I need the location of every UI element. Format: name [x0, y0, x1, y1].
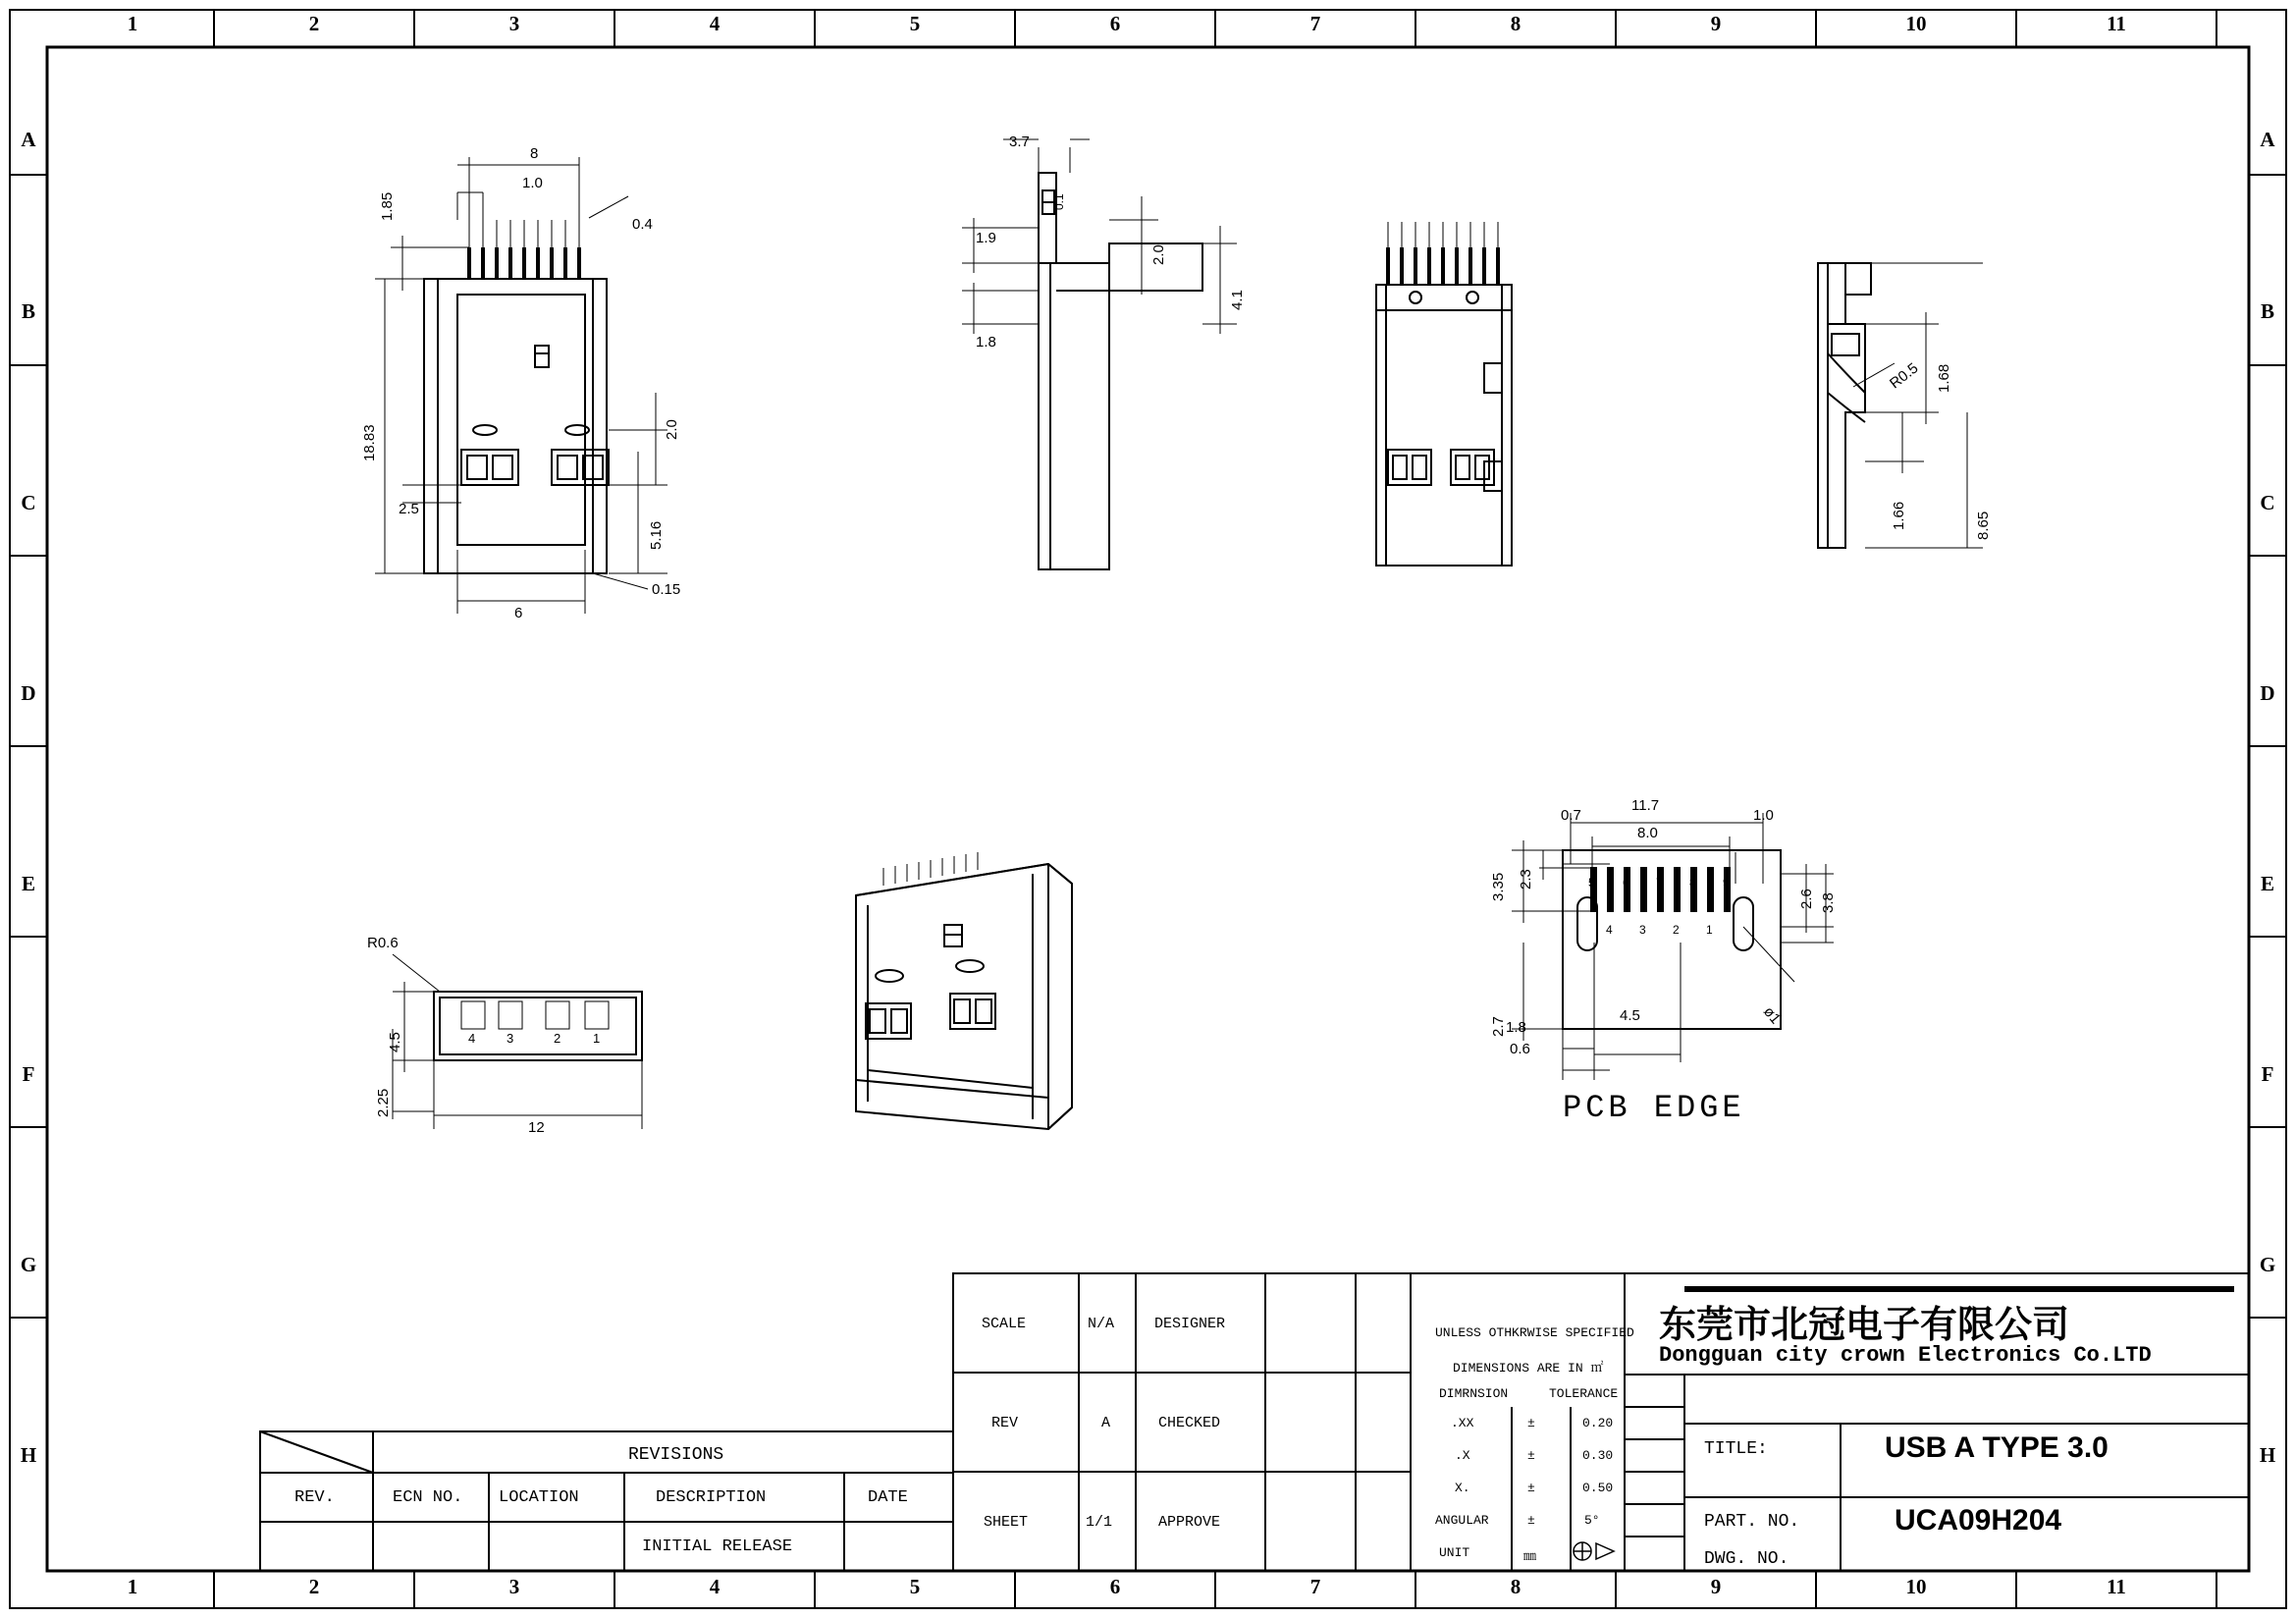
pcb-pin-9: 9	[1723, 876, 1730, 890]
dim-side-0p1: 0.1	[1052, 193, 1066, 210]
zone-col-top-10: 10	[1905, 12, 1927, 35]
dim-top-6: 6	[514, 605, 523, 621]
dim-section-1p68: 1.68	[1936, 363, 1952, 393]
dim-top-1p85: 1.85	[379, 191, 396, 221]
zone-col-bottom-3: 3	[508, 1575, 520, 1598]
dim-top-0p15: 0.15	[652, 581, 681, 598]
approve-label: APPROVE	[1158, 1514, 1221, 1531]
rev-value: A	[1101, 1415, 1111, 1431]
end-pin-2: 2	[554, 1031, 561, 1046]
zone-row-left-A: A	[21, 128, 36, 151]
tolerance-row-2-sym: ±	[1527, 1481, 1535, 1495]
zone-row-right-B: B	[2260, 299, 2274, 323]
dim-pcb-0p6: 0.6	[1510, 1041, 1530, 1057]
zone-col-bottom-2: 2	[308, 1575, 320, 1598]
zone-row-right-H: H	[2259, 1443, 2276, 1467]
zone-col-top-11: 11	[2107, 12, 2126, 35]
dim-pcb-2p3: 2.3	[1518, 869, 1534, 890]
dim-pcb-3p8: 3.8	[1820, 892, 1837, 913]
dim-section-1p66: 1.66	[1891, 501, 1907, 530]
dim-top-8: 8	[530, 145, 539, 162]
zone-col-top-5: 5	[909, 12, 921, 35]
scale-value: N/A	[1088, 1316, 1115, 1332]
zone-row-right-C: C	[2260, 491, 2275, 514]
scale-label: SCALE	[982, 1316, 1027, 1332]
zone-col-bottom-5: 5	[909, 1575, 921, 1598]
tolerance-row-3-sym: ±	[1527, 1513, 1535, 1528]
tolerance-row-0-tol: 0.20	[1582, 1416, 1614, 1430]
zone-col-bottom-8: 8	[1510, 1575, 1522, 1598]
company-name-en: Dongguan city crown Electronics Co.LTD	[1659, 1343, 2152, 1368]
tolerance-row-2-tol: 0.50	[1582, 1481, 1614, 1495]
tolerance-row-1-tol: 0.30	[1582, 1448, 1614, 1463]
zone-col-bottom-11: 11	[2107, 1575, 2126, 1598]
tolerance-header-tolerance: TOLERANCE	[1549, 1386, 1619, 1401]
sheet-label: SHEET	[984, 1514, 1029, 1531]
dim-side-4p1: 4.1	[1229, 290, 1246, 310]
unit-value: ㎜	[1523, 1549, 1537, 1564]
zone-row-right-G: G	[2259, 1253, 2276, 1276]
pcb-pin-3: 3	[1639, 923, 1646, 937]
part-no-value: UCA09H204	[1895, 1504, 2062, 1537]
zone-col-bottom-6: 6	[1109, 1575, 1121, 1598]
tolerance-row-0-sym: ±	[1527, 1416, 1535, 1430]
dim-end-2p25: 2.25	[375, 1088, 392, 1117]
zone-col-bottom-10: 10	[1905, 1575, 1927, 1598]
tolerance-row-1-sym: ±	[1527, 1448, 1535, 1463]
revisions-col-date: DATE	[868, 1488, 908, 1507]
dim-top-2p0: 2.0	[664, 419, 680, 440]
dim-top-2p5: 2.5	[399, 501, 419, 517]
dim-side-2p0: 2.0	[1150, 244, 1167, 265]
zone-row-left-B: B	[21, 299, 35, 323]
dim-end-4p5: 4.5	[387, 1032, 403, 1052]
pcb-pin-8: 8	[1689, 876, 1696, 890]
company-name-cn: 东莞市北冠电子有限公司	[1659, 1303, 2070, 1346]
zone-col-bottom-9: 9	[1710, 1575, 1722, 1598]
zone-col-bottom-4: 4	[709, 1575, 721, 1598]
revisions-col-description: DESCRIPTION	[656, 1488, 767, 1507]
dim-pcb-11p7: 11.7	[1631, 797, 1660, 814]
zone-row-left-H: H	[20, 1443, 37, 1467]
zone-row-left-E: E	[21, 872, 35, 895]
dim-pcb-1p0: 1.0	[1753, 807, 1774, 824]
dim-pcb-4p5: 4.5	[1620, 1007, 1640, 1024]
end-pin-1: 1	[593, 1031, 601, 1046]
tolerance-row-1-dim: .X	[1455, 1448, 1470, 1463]
revisions-col-rev: REV.	[294, 1488, 335, 1507]
dim-top-5p16: 5.16	[648, 520, 665, 550]
dim-section-8p65: 8.65	[1975, 511, 1992, 540]
pcb-edge-label: PCB EDGE	[1563, 1090, 1745, 1126]
notes-line-2: DIMENSIONS ARE IN ㎡	[1453, 1361, 1604, 1375]
zone-col-top-8: 8	[1510, 12, 1522, 35]
designer-label: DESIGNER	[1154, 1316, 1226, 1332]
title-value: USB A TYPE 3.0	[1885, 1431, 2109, 1464]
unit-label: UNIT	[1439, 1545, 1470, 1560]
dim-pcb-2p7: 2.7	[1490, 1016, 1507, 1037]
dim-pcb-0p7: 0.7	[1561, 807, 1581, 824]
zone-row-left-C: C	[21, 491, 36, 514]
dim-top-18p83: 18.83	[361, 424, 378, 461]
dim-end-r06: R0.6	[367, 935, 399, 951]
zone-col-top-4: 4	[709, 12, 721, 35]
dim-pcb-dia1: ø1	[1759, 1003, 1785, 1028]
checked-label: CHECKED	[1158, 1415, 1221, 1431]
dim-end-12: 12	[528, 1119, 545, 1136]
dwg-no-label: DWG. NO.	[1704, 1549, 1789, 1569]
zone-col-bottom-1: 1	[127, 1575, 138, 1598]
zone-row-left-F: F	[22, 1062, 35, 1086]
revisions-col-ecn: ECN NO.	[393, 1488, 463, 1507]
tolerance-row-2-dim: X.	[1455, 1481, 1470, 1495]
tolerance-header-dimension: DIMRNSION	[1439, 1386, 1509, 1401]
pcb-pin-5: 5	[1588, 876, 1595, 890]
zone-col-top-3: 3	[508, 12, 520, 35]
sheet-value: 1/1	[1086, 1514, 1113, 1531]
notes-line-1: UNLESS OTHKRWISE SPECIFIED	[1435, 1325, 1634, 1340]
dim-section-r05: R0.5	[1887, 359, 1922, 393]
pcb-pin-1: 1	[1706, 923, 1713, 937]
pcb-pin-7: 7	[1656, 876, 1663, 890]
dim-side-1p8: 1.8	[976, 334, 996, 351]
revisions-header: REVISIONS	[628, 1445, 724, 1465]
tolerance-row-3-dim: ANGULAR	[1435, 1513, 1489, 1528]
end-pin-4: 4	[468, 1031, 476, 1046]
end-pin-3: 3	[507, 1031, 514, 1046]
zone-col-bottom-7: 7	[1309, 1575, 1321, 1598]
zone-row-left-D: D	[21, 681, 36, 705]
dim-top-0p4: 0.4	[632, 216, 653, 233]
zone-row-right-A: A	[2260, 128, 2275, 151]
zone-col-top-1: 1	[127, 12, 138, 35]
revisions-row-description: INITIAL RELEASE	[642, 1537, 793, 1556]
zone-col-top-2: 2	[308, 12, 320, 35]
dim-side-1p9: 1.9	[976, 230, 996, 246]
tolerance-row-3-tol: 5°	[1584, 1513, 1600, 1528]
dim-side-3p7: 3.7	[1009, 134, 1030, 150]
zone-col-top-7: 7	[1309, 12, 1321, 35]
dim-pcb-1p8: 1.8	[1506, 1019, 1526, 1036]
zone-row-right-E: E	[2260, 872, 2274, 895]
revisions-col-location: LOCATION	[499, 1488, 579, 1507]
dim-top-1p0: 1.0	[522, 175, 543, 191]
rev-label: REV	[991, 1415, 1019, 1431]
pcb-pin-2: 2	[1673, 923, 1680, 937]
pcb-pin-6: 6	[1623, 876, 1629, 890]
zone-col-top-9: 9	[1710, 12, 1722, 35]
tolerance-row-0-dim: .XX	[1451, 1416, 1474, 1430]
pcb-pin-4: 4	[1606, 923, 1613, 937]
zone-row-right-D: D	[2260, 681, 2275, 705]
title-label: TITLE:	[1704, 1439, 1768, 1459]
dim-pcb-8p0: 8.0	[1637, 825, 1658, 841]
zone-row-right-F: F	[2261, 1062, 2274, 1086]
dim-pcb-2p6: 2.6	[1798, 889, 1815, 909]
dim-pcb-3p35: 3.35	[1490, 872, 1507, 901]
zone-col-top-6: 6	[1109, 12, 1121, 35]
part-no-label: PART. NO.	[1704, 1512, 1800, 1532]
zone-row-left-G: G	[20, 1253, 37, 1276]
